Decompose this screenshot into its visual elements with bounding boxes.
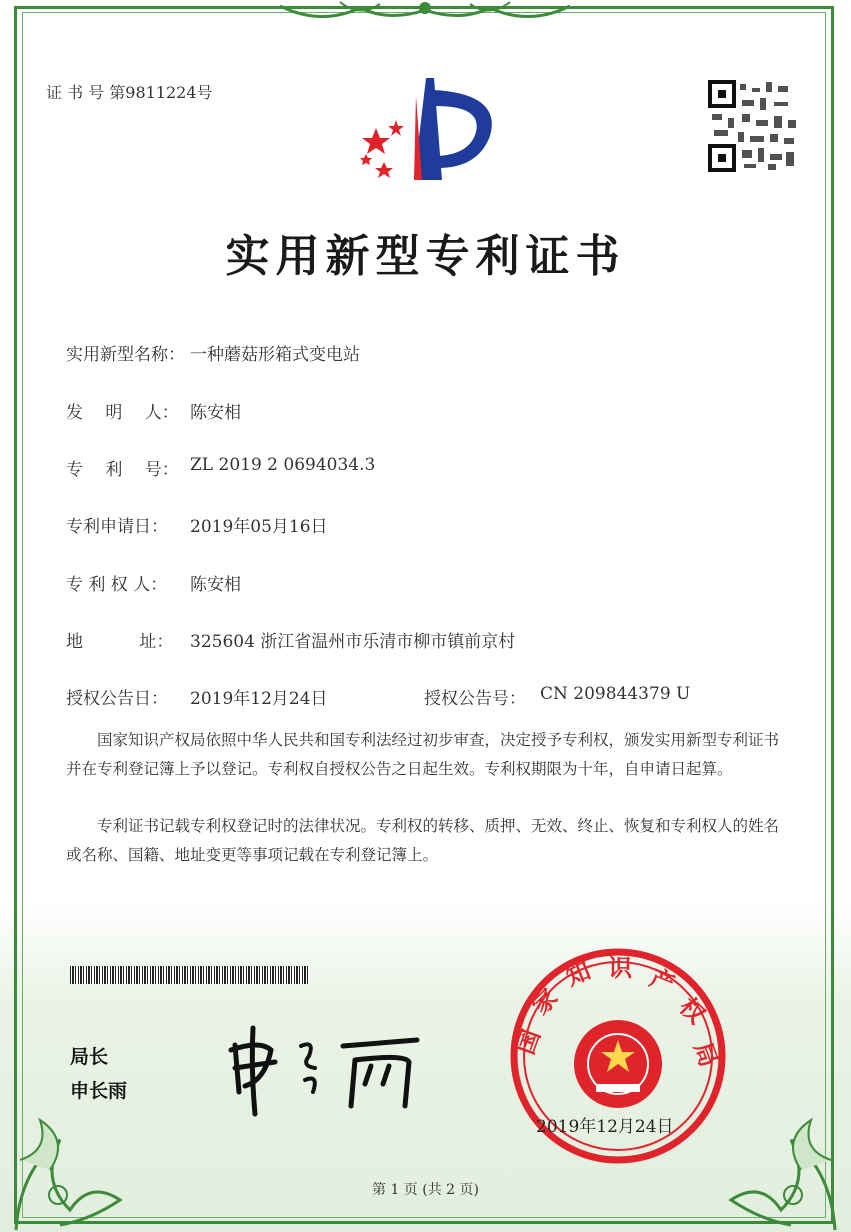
- svg-text:国: 国: [511, 1025, 546, 1059]
- bottom-right-floral-ornament: [721, 1060, 851, 1232]
- qr-code: [708, 80, 800, 172]
- patent-number-value: ZL 2019 2 0694034.3: [190, 455, 376, 475]
- utility-model-name-label: 实用新型名称：: [66, 345, 185, 365]
- svg-text:家: 家: [526, 983, 564, 1021]
- barcode: [70, 966, 310, 984]
- address-label: 地 址：: [66, 632, 174, 652]
- svg-text:识: 识: [608, 954, 632, 982]
- svg-text:知: 知: [561, 956, 595, 992]
- patentee-value: 陈安相: [190, 575, 241, 595]
- grant-announcement-number-label: 授权公告号：: [424, 689, 526, 709]
- svg-text:产: 产: [645, 963, 679, 999]
- patentee-label: 专 利 权 人：: [66, 575, 168, 595]
- grant-announcement-date-label: 授权公告日：: [66, 689, 168, 709]
- svg-text:局: 局: [688, 1038, 723, 1071]
- application-date-value: 2019年05月16日: [190, 517, 328, 537]
- address-value: 325604 浙江省温州市乐清市柳市镇前京村: [190, 632, 516, 652]
- grant-announcement-date-value: 2019年12月24日: [190, 689, 328, 709]
- svg-text:权: 权: [673, 992, 711, 1030]
- patent-office-logo: [352, 76, 500, 188]
- director-signature: [205, 1010, 435, 1120]
- application-date-label: 专利申请日：: [66, 517, 168, 537]
- certificate-number: 证 书 号 第9811224号: [46, 83, 213, 102]
- grant-announcement-number-value: CN 209844379 U: [540, 684, 691, 704]
- director-title: 局长: [70, 1046, 109, 1068]
- certificate-title: 实用新型专利证书: [225, 231, 626, 282]
- legal-status-paragraph: 专利证书记载专利权登记时的法律状况。专利权的转移、质押、无效、终止、恢复和专利权人的姓名或名称、国籍、地址变更等事项记载在专利登记簿上。: [66, 817, 780, 864]
- inventor-label: 发 明 人：: [66, 403, 179, 423]
- utility-model-name-value: 一种蘑菇形箱式变电站: [190, 345, 360, 365]
- grant-statement-paragraph: 国家知识产权局依照中华人民共和国专利法经过初步审查，决定授予专利权，颁发实用新型专利证书并在专利登记簿上予以登记。专利权自授权公告之日起生效。专利权期限为十年，自申请日起算。: [66, 731, 780, 778]
- top-floral-ornament: [280, 0, 570, 28]
- page-number-footer: 第 1 页 (共 2 页): [372, 1182, 479, 1198]
- patent-number-label: 专 利 号：: [66, 460, 179, 480]
- seal-date: 2019年12月24日: [536, 1117, 674, 1137]
- director-name: 申长雨: [70, 1080, 128, 1102]
- inventor-value: 陈安相: [190, 403, 241, 423]
